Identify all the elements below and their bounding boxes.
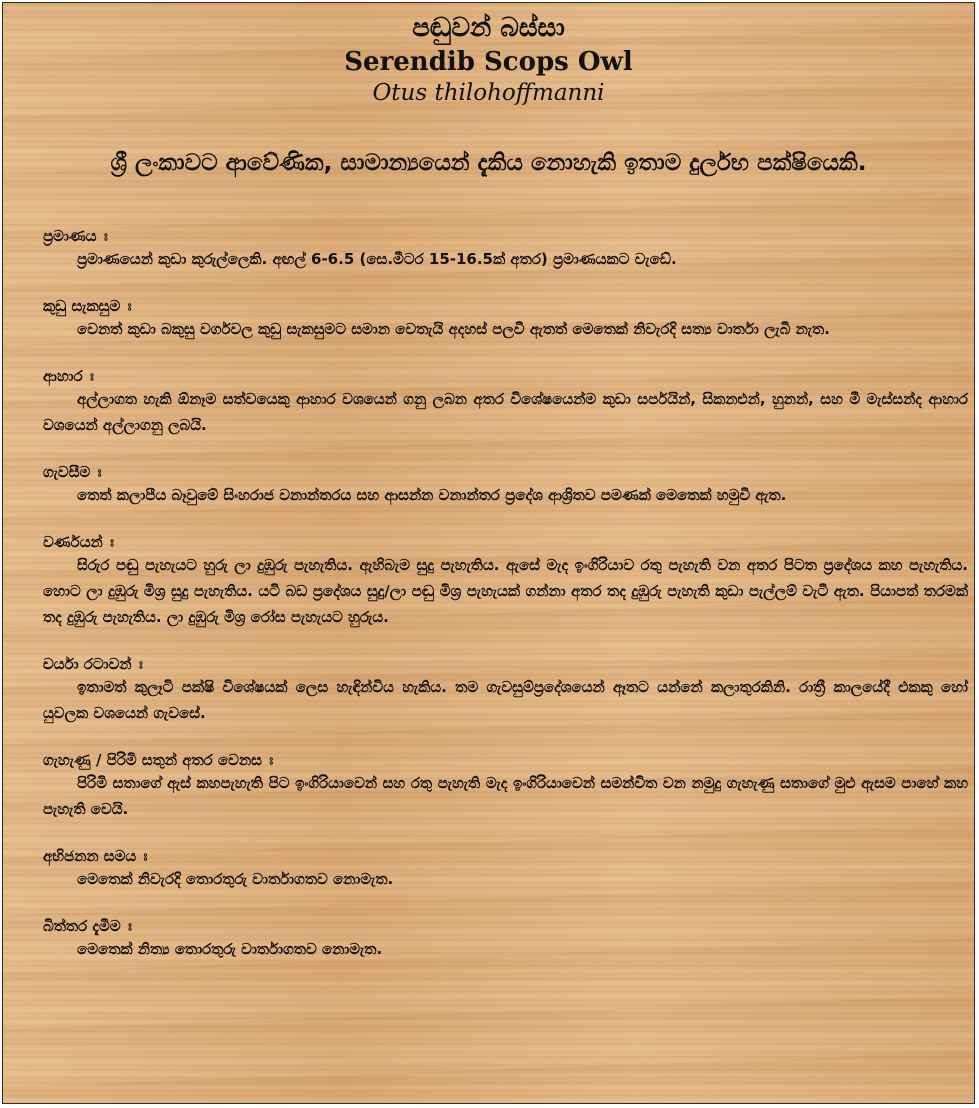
- section-heading: වර්ණයන් ඃ: [43, 533, 114, 551]
- section-heading: අභිජනන සමය ඃ: [43, 847, 148, 865]
- sinhala-title: පඬුවන් බස්සා: [412, 13, 565, 43]
- section-egg-laying: [43, 916, 968, 962]
- section-text: වෙනත් කුඩා බකුසු වර්ගවල කුඩු සැකසුමට සමාන වෙතැයි අදහස් පලවී ඇතත් මෙතෙක් නිවැරදි සත්‍ය වාර්තා ලැබී නැත.: [77, 320, 830, 338]
- section-text: මෙතෙක් නිවැරදි තොරතුරු වාර්තාගතව නොමැත.: [77, 870, 394, 888]
- section-text: මෙතෙක් නිත්‍ය තොරතුරු වාර්තාගතව නොමැත.: [77, 940, 383, 958]
- section-colours: [43, 532, 968, 630]
- section-heading: ගැහැණු / පිරිමි සතුන් අතර වෙනස ඃ: [43, 751, 274, 769]
- section-heading: චර්යා රටාවන් ඃ: [43, 655, 143, 673]
- section-breeding-season: [43, 846, 968, 892]
- section-heading: කුඩු සැකසුම ඃ: [43, 297, 132, 315]
- section-size: [43, 226, 968, 272]
- wood-background-page: [2, 2, 975, 1104]
- section-heading: බිත්තර දැමීම ඃ: [43, 917, 132, 935]
- section-text: ප්‍රමාණයෙන් කුඩා කුරුල්ලෙකි. අඟල් 6-6.5 (සෙ.මීටර 15-16.5ක් අතර) ප්‍රමාණයකට වැඩේ.: [77, 250, 677, 268]
- section-behaviour: [43, 654, 968, 726]
- section-text: ඉතාමත් කුලෑටි පක්ෂි විශේෂයක් ලෙස හැඳින්විය හැකිය. තම ගැවසුම්ප්‍රදේශයෙන් ඈතට යන්නේ කලාතුරකිනි. රාත්‍රී කාලයේදී එකකු හෝ යුවලක වශයෙන් ගැවසේ.: [43, 678, 968, 722]
- section-heading: ආහාර ඃ: [43, 367, 94, 385]
- section-text: පිරිමි සතාගේ ඇස් කහපැහැති පිට ඉංගිරියාවෙන් සහ රතු පැහැති මැද ඉංගිරියාවෙන් සමන්විත වන නමුදු ගැහැණු සතාගේ මුළු ඇසම පාහේ කහ පැහැති වෙයි.: [43, 774, 968, 818]
- section-food: [43, 366, 968, 438]
- scientific-name: Otus thilohoffmanni: [372, 80, 605, 106]
- section-text: අල්ලාගත හැකි ඕනෑම සත්වයෙකු ආහාර වශයෙන් ගනු ලබන අතර විශේෂයෙන්ම කුඩා සර්පයින්, සිකනළුන්, හුනන්, සහ මී මැස්සන්ද ආහාර වශයෙන් අල්ලාගනු ලබයි.: [43, 390, 968, 434]
- section-text: තෙත් කලාපීය බෑවුමේ සිංහරාජ වනාන්තරය සහ ආසන්න වනාන්තර ප්‍රදේශ ආශ්‍රිතව පමණක් මෙතෙක් හමුවී ඇත.: [77, 486, 787, 504]
- english-title: Serendib Scops Owl: [344, 47, 633, 77]
- section-nest: [43, 296, 968, 342]
- section-text: සිරුර පඬු පැහැයට හුරු ලා දුඹුරු පැහැතිය. ඇහිබැම සුදු පැහැතිය. ඇසේ මැද ඉංගිරියාව රතු පැහැති වන අතර පිටත ප්‍රදේශය කහ පැහැතිය. හොට ලා දුඹුරු මිශ්‍ර සුදු පැහැතිය. යටි බඩ ප්‍රදේශය සුදු/ලා පඬු මිශ්‍ර පැහැයක් ගන්නා අතර තද දුඹුරු පැහැති කුඩා පැල්ලම් වැටී ඇත. පියාපත් තරමක් තද දුඹුරු පැහැතිය. ලා දුඹුරු මිශ්‍ර රෝස පැහැයට හුරුය.: [43, 556, 968, 626]
- section-heading: ප්‍රමාණය ඃ: [43, 227, 108, 245]
- section-sex-differences: [43, 750, 968, 822]
- info-sections: [43, 226, 968, 986]
- section-heading: ගැවසීම ඃ: [43, 463, 102, 481]
- intro-statement: ශ්‍රී ලංකාවට ආවේණික, සාමාන්‍යයෙන් දැකිය නොහැකි ඉතාම දුර්ලභ පක්ෂියෙකි.: [110, 150, 867, 176]
- section-habitat: [43, 462, 968, 508]
